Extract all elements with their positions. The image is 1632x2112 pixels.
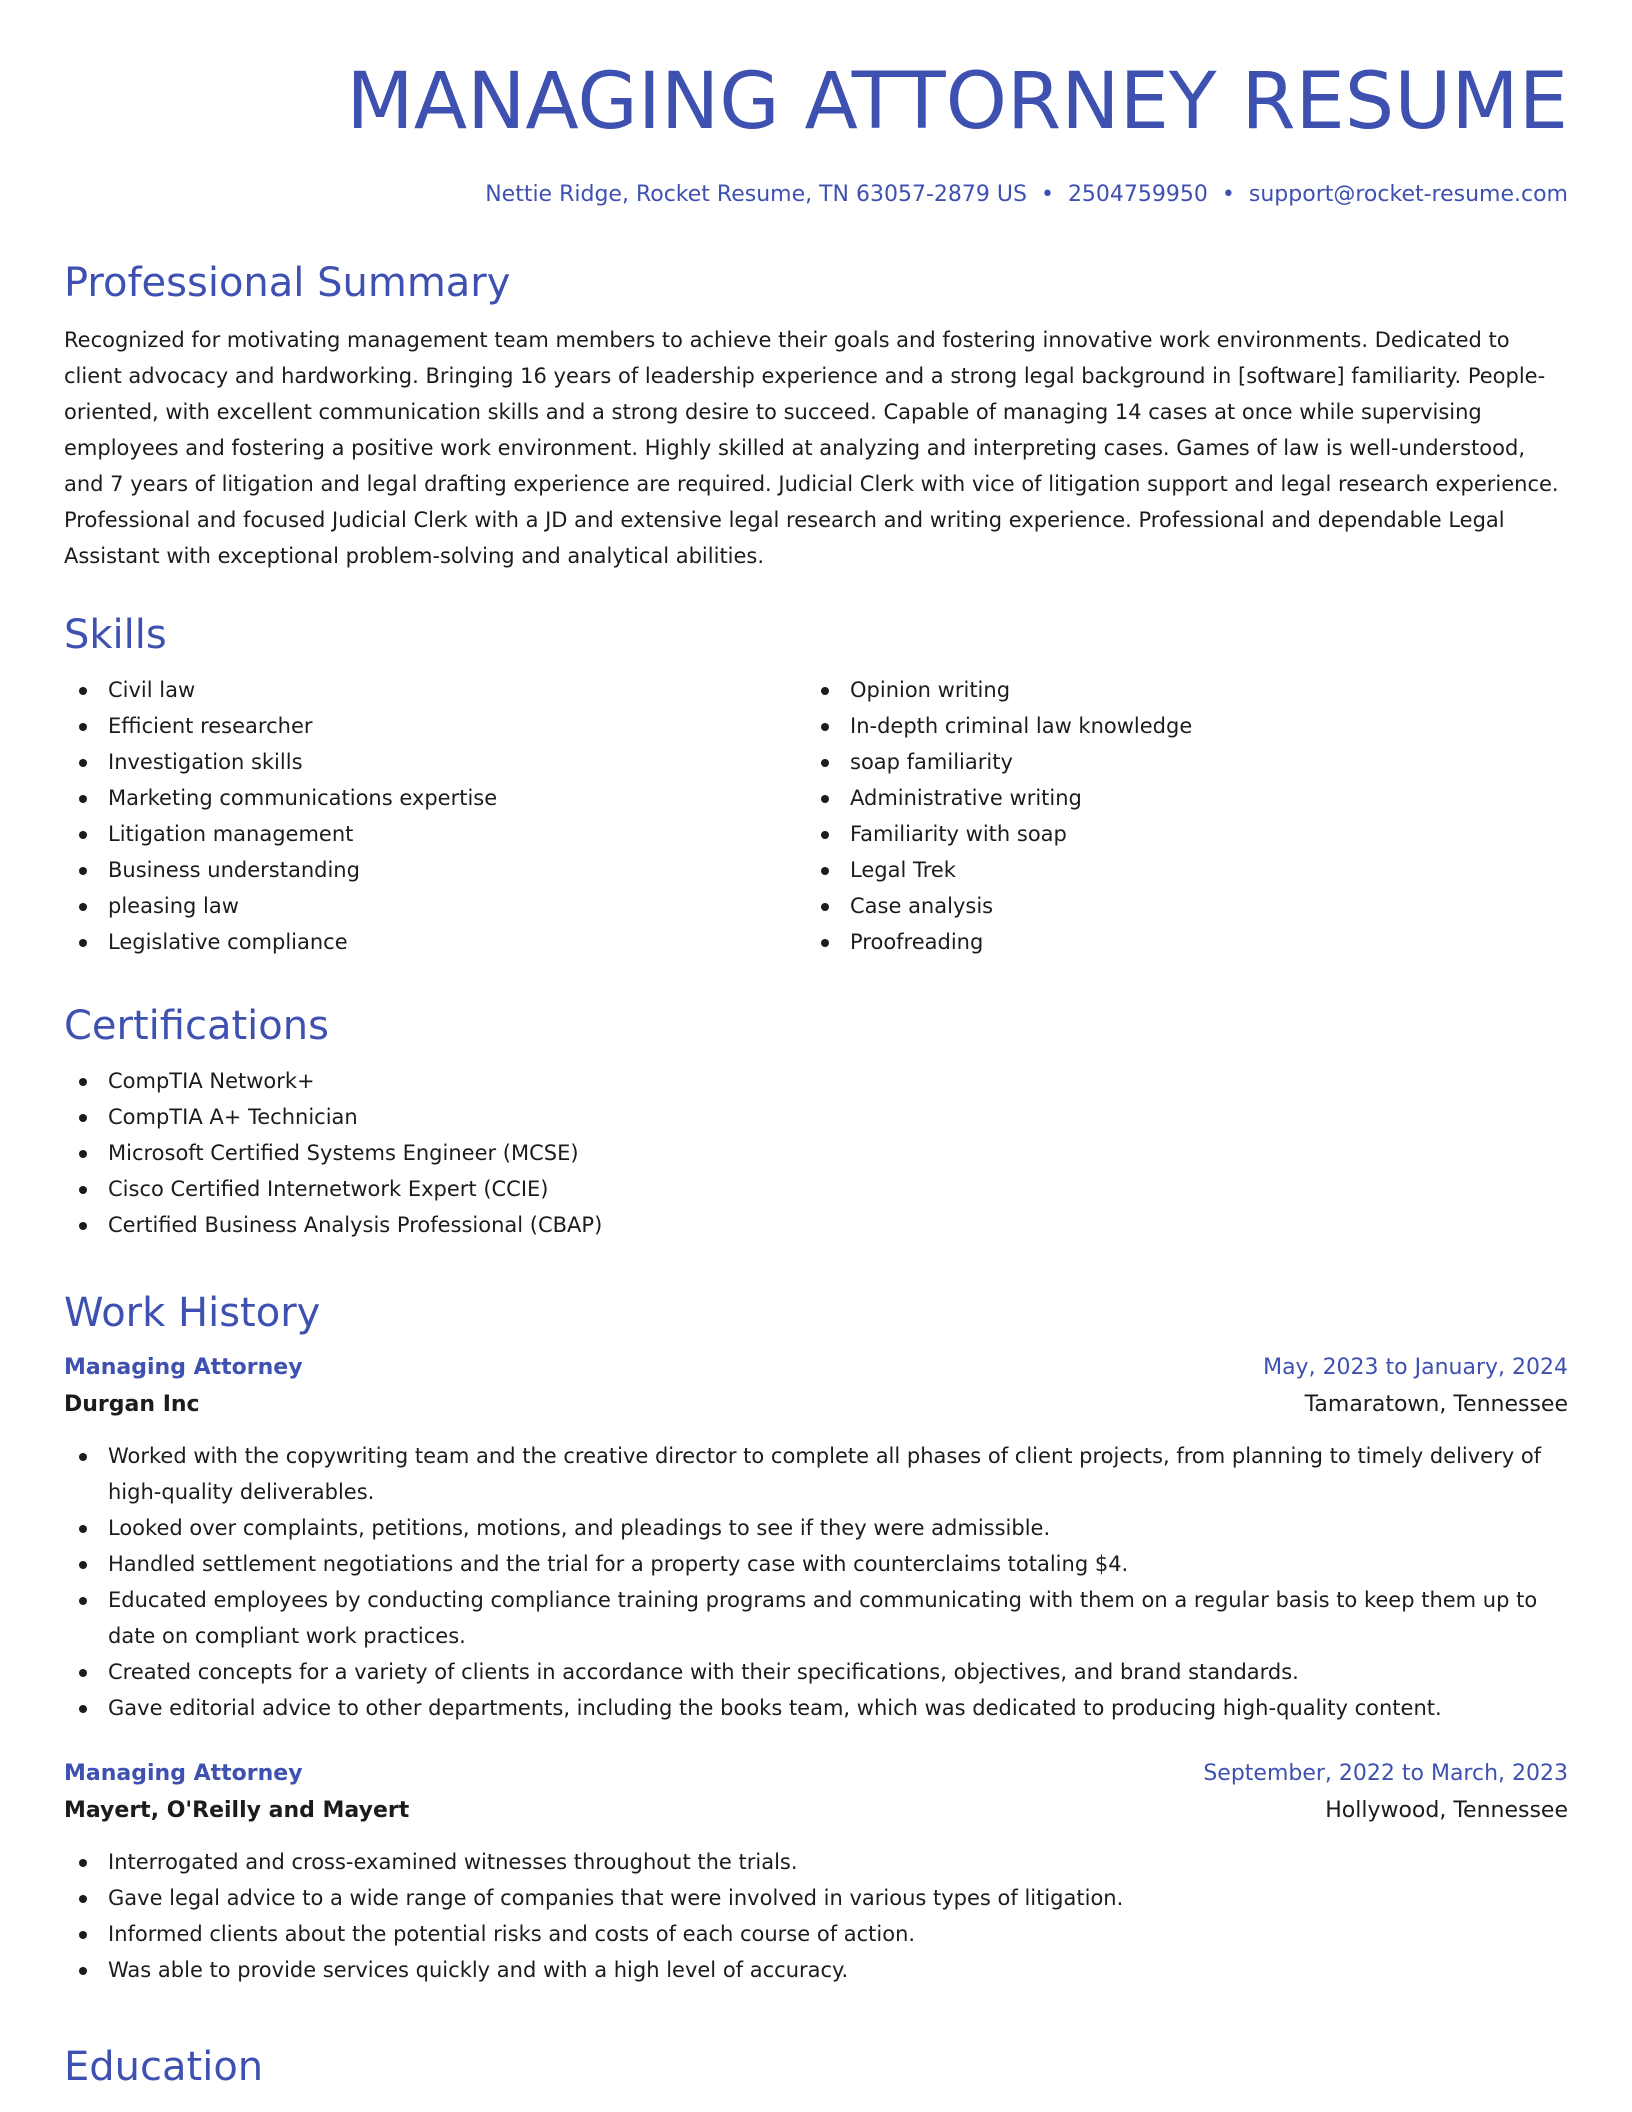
skill-item: Civil law xyxy=(64,672,806,708)
section-title-education: Education xyxy=(64,2044,264,2090)
section-title-work-history: Work History xyxy=(64,1290,321,1336)
certifications-section xyxy=(64,1001,1568,1243)
skill-item: Case analysis xyxy=(806,888,1548,924)
job-location: Hollywood, Tennessee xyxy=(1325,1798,1568,1823)
skill-item: Proofreading xyxy=(806,924,1548,960)
job-bullets xyxy=(64,1844,1568,1988)
skill-item: Opinion writing xyxy=(806,672,1548,708)
job-bullet: Gave legal advice to a wide range of companies that were involved in various types of litigation. xyxy=(64,1880,1568,1916)
contact-separator: • xyxy=(1221,182,1235,207)
skill-item: Marketing communications expertise xyxy=(64,780,806,816)
certification-item: Cisco Certified Internetwork Expert (CCIE) xyxy=(64,1171,1568,1207)
skill-item: Legislative compliance xyxy=(64,924,806,960)
section-title-skills: Skills xyxy=(64,612,167,658)
skills-grid xyxy=(64,672,1568,960)
job-bullet: Handled settlement negotiations and the trial for a property case with counterclaims totaling $4. xyxy=(64,1546,1568,1582)
summary-text: Recognized for motivating management team members to achieve their goals and fostering innovative work environments. Dedicated to client advocacy and hardworking. Bringing 16 years of leadership experience and a strong legal background in [software] familiarity. People-oriented, with excellent communication skills and a strong desire to succeed. Capable of managing 14 cases at once while supervising employees and fostering a positive work environment. Highly skilled at analyzing and interpreting cases. Games of law is well-understood, and 7 years of litigation and legal drafting experience are required. Judicial Clerk with vice of litigation support and legal research experience. Professional and focused Judicial Clerk with a JD and extensive legal research and writing experience. Professional and dependable Legal Assistant with exceptional problem-solving and analytical abilities. xyxy=(64,328,1559,568)
skill-item: soap familiarity xyxy=(806,744,1548,780)
job-bullet: Was able to provide services quickly and with a high level of accuracy. xyxy=(64,1952,1568,1988)
contact-separator: • xyxy=(1040,182,1054,207)
job-entry xyxy=(64,1350,1568,1726)
job-bullet: Interrogated and cross-examined witnesses throughout the trials. xyxy=(64,1844,1568,1880)
certification-item: Certified Business Analysis Professional (CBAP) xyxy=(64,1207,1568,1243)
job-bullet: Educated employees by conducting compliance training programs and communicating with them on a regular basis to keep them up to date on compliant work practices. xyxy=(64,1582,1568,1654)
certification-item: CompTIA A+ Technician xyxy=(64,1099,1568,1135)
job-bullet: Informed clients about the potential risks and costs of each course of action. xyxy=(64,1916,1568,1952)
section-title-certifications: Certifications xyxy=(64,1003,329,1049)
job-location: Tamaratown, Tennessee xyxy=(1304,1392,1568,1417)
resume-header xyxy=(64,0,1568,210)
resume-page xyxy=(64,0,1568,2090)
job-title: Managing Attorney xyxy=(64,1355,303,1380)
certifications-list xyxy=(64,1063,1568,1243)
skill-item: Business understanding xyxy=(64,852,806,888)
contact-line xyxy=(64,180,1568,210)
skill-item: Administrative writing xyxy=(806,780,1548,816)
skill-item: pleasing law xyxy=(64,888,806,924)
skill-item: In-depth criminal law knowledge xyxy=(806,708,1548,744)
skill-item: Efficient researcher xyxy=(64,708,806,744)
job-dates: May, 2023 to January, 2024 xyxy=(1263,1355,1568,1380)
job-title: Managing Attorney xyxy=(64,1761,303,1786)
summary-section xyxy=(64,258,1568,574)
skill-item: Familiarity with soap xyxy=(806,816,1548,852)
skills-list-right xyxy=(806,672,1548,960)
job-company: Mayert, O'Reilly and Mayert xyxy=(64,1798,410,1823)
job-company: Durgan Inc xyxy=(64,1392,200,1417)
skill-item: Investigation skills xyxy=(64,744,806,780)
job-dates: September, 2022 to March, 2023 xyxy=(1203,1761,1568,1786)
job-bullet: Worked with the copywriting team and the creative director to complete all phases of client projects, from planning to timely delivery of high-quality deliverables. xyxy=(64,1438,1568,1510)
work-history-section xyxy=(64,1288,1568,1988)
contact-phone: 2504759950 xyxy=(1067,182,1208,207)
skill-item: Legal Trek xyxy=(806,852,1548,888)
job-bullet: Looked over complaints, petitions, motions, and pleadings to see if they were admissible. xyxy=(64,1510,1568,1546)
certification-item: Microsoft Certified Systems Engineer (MCSE) xyxy=(64,1135,1568,1171)
education-section xyxy=(64,2042,1568,2092)
skills-list-left xyxy=(64,672,806,960)
section-title-summary: Professional Summary xyxy=(64,260,511,306)
job-bullet: Created concepts for a variety of clients in accordance with their specifications, objectives, and brand standards. xyxy=(64,1654,1568,1690)
job-bullets xyxy=(64,1438,1568,1726)
job-bullet: Gave editorial advice to other departments, including the books team, which was dedicated to producing high-quality content. xyxy=(64,1690,1568,1726)
job-entry xyxy=(64,1756,1568,1988)
contact-address: Nettie Ridge, Rocket Resume, TN 63057-2879 US xyxy=(485,182,1027,207)
certification-item: CompTIA Network+ xyxy=(64,1063,1568,1099)
skill-item: Litigation management xyxy=(64,816,806,852)
contact-email[interactable]: support@rocket-resume.com xyxy=(1248,182,1568,207)
resume-title: MANAGING ATTORNEY RESUME xyxy=(346,57,1568,147)
skills-section xyxy=(64,610,1568,960)
